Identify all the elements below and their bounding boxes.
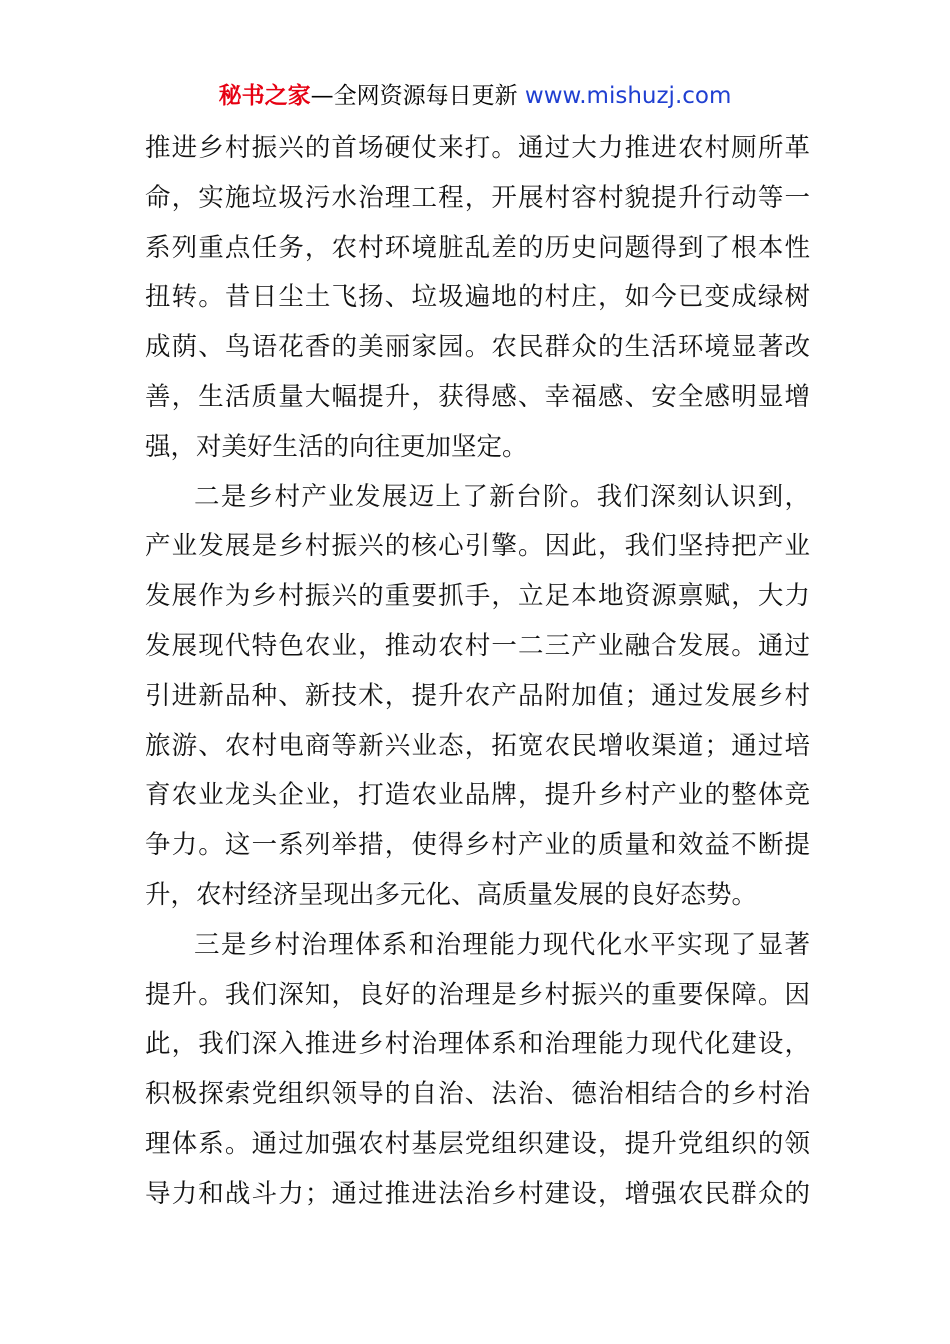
text-line: 强，对美好生活的向往更加坚定。 [145,431,528,462]
text-line: 导力和战斗力；通过推进法治乡村建设，增强农民群众的 [145,1178,810,1209]
text-line: 发展作为乡村振兴的重要抓手，立足本地资源禀赋，大力 [145,581,810,612]
text-line: 旅游、农村电商等新兴业态，拓宽农民增收渠道；通过培 [145,730,810,761]
brand-name: 秘书之家 [218,83,311,109]
page-header [0,80,950,112]
header-tagline: —全网资源每日更新 [310,83,518,109]
paragraph-start-line: 二是乡村产业发展迈上了新台阶。我们深刻认识到， [194,481,810,512]
text-line: 产业发展是乡村振兴的核心引擎。因此，我们坚持把产业 [145,531,810,562]
text-line: 引进新品种、新技术，提升农产品附加值；通过发展乡村 [145,680,810,711]
text-line: 命，实施垃圾污水治理工程，开展村容村貌提升行动等一 [145,182,810,213]
text-line: 育农业龙头企业，打造农业品牌，提升乡村产业的整体竞 [145,780,810,811]
text-line: 积极探索党组织领导的自治、法治、德治相结合的乡村治 [145,1079,810,1110]
text-line: 争力。这一系列举措，使得乡村产业的质量和效益不断提 [145,830,810,861]
text-line: 善，生活质量大幅提升，获得感、幸福感、安全感明显增 [145,381,810,412]
text-line: 成荫、鸟语花香的美丽家园。农民群众的生活环境显著改 [145,332,810,363]
text-line: 提升。我们深知，良好的治理是乡村振兴的重要保障。因 [145,979,810,1010]
text-line: 此，我们深入推进乡村治理体系和治理能力现代化建设， [145,1029,810,1060]
text-line: 理体系。通过加强农村基层党组织建设，提升党组织的领 [145,1128,810,1159]
text-line: 扭转。昔日尘土飞扬、垃圾遍地的村庄，如今已变成绿树 [145,282,810,313]
text-line: 升，农村经济呈现出多元化、高质量发展的良好态势。 [145,879,758,910]
document-body [145,124,810,1220]
text-line: 系列重点任务，农村环境脏乱差的历史问题得到了根本性 [145,232,810,263]
paragraph-start-line: 三是乡村治理体系和治理能力现代化水平实现了显著 [194,929,810,960]
site-url-link[interactable]: www.mishuzj.com [524,83,732,109]
text-line: 发展现代特色农业，推动农村一二三产业融合发展。通过 [145,630,810,661]
text-line: 推进乡村振兴的首场硬仗来打。通过大力推进农村厕所革 [145,133,810,163]
